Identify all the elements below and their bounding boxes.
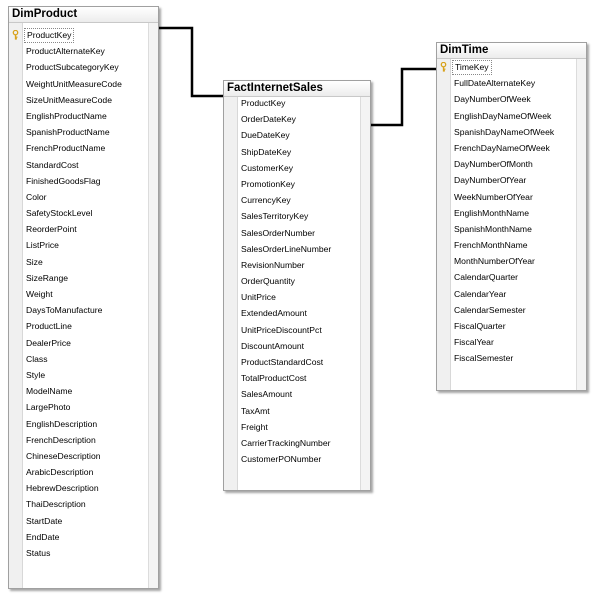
column-name: SpanishMonthName [454, 223, 532, 234]
column-name: SpanishDayNameOfWeek [454, 126, 555, 137]
row-selector[interactable] [224, 370, 237, 386]
column-name: ProductKey [24, 28, 74, 43]
row-selector[interactable] [224, 176, 237, 192]
column-row-fiscalsemester[interactable] [437, 350, 576, 366]
column-row-fiscalyear[interactable] [437, 334, 576, 350]
row-selector[interactable] [437, 91, 450, 107]
column-name: ReorderPoint [26, 224, 77, 235]
row-selector[interactable] [9, 529, 22, 545]
column-name: ProductStandardCost [241, 357, 324, 367]
row-selector[interactable] [9, 140, 22, 156]
row-selector[interactable] [437, 205, 450, 221]
column-row-reorderpoint[interactable] [9, 221, 148, 237]
column-name: ProductKey [241, 98, 286, 108]
column-row-frenchdaynameofweek[interactable] [437, 140, 576, 156]
column-name: FrenchMonthName [454, 240, 528, 251]
column-name: OrderQuantity [241, 276, 295, 287]
column-row-productkey[interactable] [9, 27, 148, 43]
table-dimproduct[interactable] [8, 6, 159, 589]
column-row-spanishdaynameofweek[interactable] [437, 124, 576, 140]
column-row-daystomanufacture[interactable] [9, 302, 148, 318]
table-title[interactable]: DimProduct [9, 7, 158, 23]
column-row-startdate[interactable] [9, 513, 148, 529]
column-row-productstandardcost[interactable] [224, 354, 360, 370]
column-row-enddate[interactable] [9, 529, 148, 545]
row-selector[interactable] [224, 241, 237, 257]
column-name: FiscalSemester [454, 353, 514, 364]
row-selector[interactable] [9, 496, 22, 512]
row-selector[interactable] [224, 273, 237, 289]
column-name: CalendarSemester [454, 304, 526, 315]
row-selector[interactable] [9, 480, 22, 496]
column-name: CarrierTrackingNumber [241, 437, 331, 448]
column-name: RevisionNumber [241, 259, 305, 270]
row-selector[interactable] [437, 172, 450, 188]
column-name: Size [26, 256, 43, 267]
column-row-spanishproductname[interactable] [9, 124, 148, 140]
column-name: ModelName [26, 386, 73, 397]
column-row-customerkey[interactable] [224, 160, 360, 176]
column-name: EndDate [26, 531, 60, 542]
column-name: FiscalYear [454, 337, 494, 348]
row-selector[interactable] [9, 399, 22, 415]
row-selector[interactable] [437, 269, 450, 285]
row-selector[interactable] [9, 157, 22, 173]
column-row-salesordernumber[interactable] [224, 225, 360, 241]
column-name: ChineseDescription [26, 450, 101, 461]
column-row-revisionnumber[interactable] [224, 257, 360, 273]
column-row-discountamount[interactable] [224, 338, 360, 354]
row-selector[interactable] [224, 305, 237, 321]
row-selector[interactable] [9, 254, 22, 270]
row-selector[interactable] [9, 383, 22, 399]
row-selector[interactable] [224, 451, 237, 467]
column-row-safetystocklevel[interactable] [9, 205, 148, 221]
column-name: FrenchDescription [26, 434, 96, 445]
column-name: FrenchProductName [26, 143, 106, 154]
column-name: TaxAmt [241, 405, 270, 416]
column-name: TotalProductCost [241, 373, 307, 384]
relationship-line-dimproduct-factinternetsales[interactable] [159, 28, 224, 96]
column-name: CustomerPONumber [241, 454, 322, 465]
column-name: SalesOrderNumber [241, 227, 316, 238]
row-selector[interactable] [9, 205, 22, 221]
column-name: FinishedGoodsFlag [26, 175, 101, 186]
column-name: ProductAlternateKey [26, 46, 105, 57]
column-name: Class [26, 353, 48, 364]
key-icon [12, 30, 19, 40]
column-name: DayNumberOfYear [454, 175, 527, 186]
row-selector[interactable] [437, 286, 450, 302]
column-name: Color [26, 191, 47, 202]
row-selector[interactable] [437, 156, 450, 172]
column-row-weightunitmeasurecode[interactable] [9, 76, 148, 92]
column-name: FrenchDayNameOfWeek [454, 142, 550, 153]
column-row-orderquantity[interactable] [224, 273, 360, 289]
column-row-weight[interactable] [9, 286, 148, 302]
row-selector[interactable] [224, 403, 237, 419]
row-selector[interactable] [9, 318, 22, 334]
row-selector[interactable] [437, 302, 450, 318]
column-name: DealerPrice [26, 337, 71, 348]
column-name: EnglishDescription [26, 418, 98, 429]
column-row-arabicdescription[interactable] [9, 464, 148, 480]
row-selector[interactable] [224, 144, 237, 160]
column-name: WeightUnitMeasureCode [26, 78, 122, 89]
column-row-productalternatekey[interactable] [9, 43, 148, 59]
row-selector[interactable] [224, 208, 237, 224]
column-row-englishmonthname[interactable] [437, 205, 576, 221]
row-selector[interactable] [224, 338, 237, 354]
row-selector[interactable] [9, 76, 22, 92]
row-selector[interactable] [437, 350, 450, 366]
column-name: LargePhoto [26, 402, 71, 413]
row-selector[interactable] [9, 59, 22, 75]
row-selector[interactable] [9, 221, 22, 237]
row-selector[interactable] [9, 108, 22, 124]
column-row-frenchdescription[interactable] [9, 432, 148, 448]
column-name: FiscalQuarter [454, 321, 506, 331]
column-row-color[interactable] [9, 189, 148, 205]
column-row-standardcost[interactable] [9, 157, 148, 173]
column-row-sizerange[interactable] [9, 270, 148, 286]
column-name: ProductLine [26, 321, 72, 332]
row-selector[interactable] [9, 124, 22, 140]
column-row-calendaryear[interactable] [437, 286, 576, 302]
column-row-promotionkey[interactable] [224, 176, 360, 192]
row-selector[interactable] [9, 464, 22, 480]
row-selector[interactable] [224, 354, 237, 370]
column-name: Weight [26, 289, 53, 299]
column-row-extendedamount[interactable] [224, 305, 360, 321]
row-selector[interactable] [437, 334, 450, 350]
column-name: UnitPriceDiscountPct [241, 324, 322, 335]
column-row-englishdaynameofweek[interactable] [437, 108, 576, 124]
column-row-customerponumber[interactable] [224, 451, 360, 467]
column-list [224, 97, 370, 490]
column-row-calendarquarter[interactable] [437, 269, 576, 285]
row-selector[interactable] [437, 75, 450, 91]
column-name: CalendarQuarter [454, 272, 519, 283]
row-selector[interactable] [9, 43, 22, 59]
column-list [9, 23, 158, 588]
column-name: HebrewDescription [26, 483, 99, 494]
column-row-dealerprice[interactable] [9, 335, 148, 351]
column-row-largephoto[interactable] [9, 399, 148, 415]
column-row-freight[interactable] [224, 419, 360, 435]
column-row-unitpricediscountpct[interactable] [224, 322, 360, 338]
column-name: CustomerKey [241, 162, 294, 173]
column-name: SalesOrderLineNumber [241, 243, 332, 254]
row-selector[interactable] [224, 386, 237, 402]
column-row-carriertrackingnumber[interactable] [224, 435, 360, 451]
column-name: Style [26, 369, 46, 380]
column-name: StandardCost [26, 159, 79, 170]
column-name: ListPrice [26, 240, 59, 251]
column-row-fulldatealternatekey[interactable] [437, 75, 576, 91]
column-row-timekey[interactable] [437, 59, 576, 75]
row-selector[interactable] [224, 111, 237, 127]
column-name: SalesAmount [241, 389, 293, 400]
row-selector[interactable] [9, 367, 22, 383]
column-row-frenchmonthname[interactable] [437, 237, 576, 253]
column-row-size[interactable] [9, 254, 148, 270]
column-row-calendarsemester[interactable] [437, 302, 576, 318]
key-icon [440, 62, 447, 72]
row-selector[interactable] [9, 189, 22, 205]
row-selector[interactable] [9, 237, 22, 253]
row-selector[interactable] [9, 432, 22, 448]
column-name: SalesTerritoryKey [241, 211, 309, 222]
column-name: PromotionKey [241, 178, 295, 189]
column-row-modelname[interactable] [9, 383, 148, 399]
column-name: ExtendedAmount [241, 308, 307, 319]
column-row-sizeunitmeasurecode[interactable] [9, 92, 148, 108]
column-name: TimeKey [452, 60, 492, 75]
column-row-shipdatekey[interactable] [224, 144, 360, 160]
column-row-listprice[interactable] [9, 237, 148, 253]
column-name: SizeRange [26, 272, 69, 283]
column-name: EnglishMonthName [454, 207, 529, 218]
column-row-productline[interactable] [9, 318, 148, 334]
column-name: WeekNumberOfYear [454, 191, 533, 202]
row-selector[interactable] [9, 513, 22, 529]
row-selector[interactable] [9, 173, 22, 189]
column-row-frenchproductname[interactable] [9, 140, 148, 156]
column-name: SizeUnitMeasureCode [26, 94, 112, 105]
row-selector[interactable] [224, 419, 237, 435]
row-selector[interactable] [437, 108, 450, 124]
column-name: MonthNumberOfYear [454, 256, 535, 267]
row-selector[interactable] [9, 351, 22, 367]
column-name: CurrencyKey [241, 195, 291, 206]
row-selector[interactable] [9, 92, 22, 108]
column-row-totalproductcost[interactable] [224, 370, 360, 386]
relationship-line-factinternetsales-dimtime[interactable] [371, 69, 436, 125]
table-factinternetsales[interactable] [223, 80, 371, 491]
row-selector[interactable] [437, 124, 450, 140]
row-selector[interactable] [224, 127, 237, 143]
row-selector[interactable] [9, 416, 22, 432]
row-selector[interactable] [224, 322, 237, 338]
column-row-duedatekey[interactable] [224, 127, 360, 143]
column-name: UnitPrice [241, 292, 276, 303]
column-name: DaysToManufacture [26, 305, 103, 316]
row-selector[interactable] [9, 286, 22, 302]
column-row-finishedgoodsflag[interactable] [9, 173, 148, 189]
row-selector[interactable] [224, 95, 237, 111]
row-selector[interactable] [437, 189, 450, 205]
column-name: DiscountAmount [241, 340, 305, 351]
column-name: CalendarYear [454, 288, 507, 299]
column-name: SpanishProductName [26, 127, 110, 138]
row-selector[interactable] [9, 448, 22, 464]
row-selector[interactable] [9, 545, 22, 561]
column-row-chinesedescription[interactable] [9, 448, 148, 464]
row-selector[interactable] [437, 221, 450, 237]
row-selector[interactable] [437, 237, 450, 253]
column-name: Freight [241, 421, 268, 432]
column-row-daynumberofmonth[interactable] [437, 156, 576, 172]
row-selector[interactable] [9, 302, 22, 318]
column-row-daynumberofyear[interactable] [437, 172, 576, 188]
row-selector[interactable] [9, 335, 22, 351]
row-selector[interactable] [224, 435, 237, 451]
column-name: FullDateAlternateKey [454, 78, 536, 89]
table-title[interactable]: FactInternetSales [224, 81, 370, 97]
column-row-style[interactable] [9, 367, 148, 383]
column-name: StartDate [26, 515, 63, 526]
column-row-salesterritorykey[interactable] [224, 208, 360, 224]
row-selector[interactable] [437, 140, 450, 156]
column-name: ThaiDescription [26, 499, 86, 510]
table-dimtime[interactable] [436, 42, 587, 391]
column-name: DueDateKey [241, 130, 290, 141]
column-name: Status [26, 548, 51, 558]
column-row-status[interactable] [9, 545, 148, 561]
scrollbar[interactable] [148, 23, 158, 588]
row-selector[interactable] [9, 270, 22, 286]
column-name: ShipDateKey [241, 146, 292, 157]
column-name: OrderDateKey [241, 114, 296, 125]
row-selector[interactable] [224, 225, 237, 241]
column-name: SafetyStockLevel [26, 208, 93, 219]
column-row-daynumberofweek[interactable] [437, 91, 576, 107]
column-row-monthnumberofyear[interactable] [437, 253, 576, 269]
column-row-weeknumberofyear[interactable] [437, 189, 576, 205]
column-list [437, 59, 586, 390]
column-row-orderdatekey[interactable] [224, 111, 360, 127]
row-selector[interactable] [437, 253, 450, 269]
column-name: DayNumberOfWeek [454, 94, 531, 105]
column-row-hebrewdescription[interactable] [9, 480, 148, 496]
column-row-unitprice[interactable] [224, 289, 360, 305]
column-row-fiscalquarter[interactable] [437, 318, 576, 334]
column-name: EnglishDayNameOfWeek [454, 110, 552, 121]
column-row-englishdescription[interactable] [9, 416, 148, 432]
column-row-currencykey[interactable] [224, 192, 360, 208]
table-title[interactable]: DimTime [437, 43, 586, 59]
scrollbar[interactable] [576, 59, 586, 390]
column-name: ProductSubcategoryKey [26, 62, 119, 73]
column-row-salesorderlinenumber[interactable] [224, 241, 360, 257]
column-name: EnglishProductName [26, 110, 107, 121]
column-row-class[interactable] [9, 351, 148, 367]
scrollbar[interactable] [360, 97, 370, 490]
column-row-taxamt[interactable] [224, 403, 360, 419]
row-selector[interactable] [224, 192, 237, 208]
column-row-spanishmonthname[interactable] [437, 221, 576, 237]
column-row-thaidescription[interactable] [9, 496, 148, 512]
row-selector[interactable] [437, 318, 450, 334]
column-row-salesamount[interactable] [224, 386, 360, 402]
column-row-productkey[interactable] [224, 95, 360, 111]
column-row-englishproductname[interactable] [9, 108, 148, 124]
column-row-productsubcategorykey[interactable] [9, 59, 148, 75]
row-selector[interactable] [224, 289, 237, 305]
column-name: DayNumberOfMonth [454, 159, 533, 170]
row-selector[interactable] [224, 257, 237, 273]
column-name: ArabicDescription [26, 467, 94, 478]
row-selector[interactable] [224, 160, 237, 176]
